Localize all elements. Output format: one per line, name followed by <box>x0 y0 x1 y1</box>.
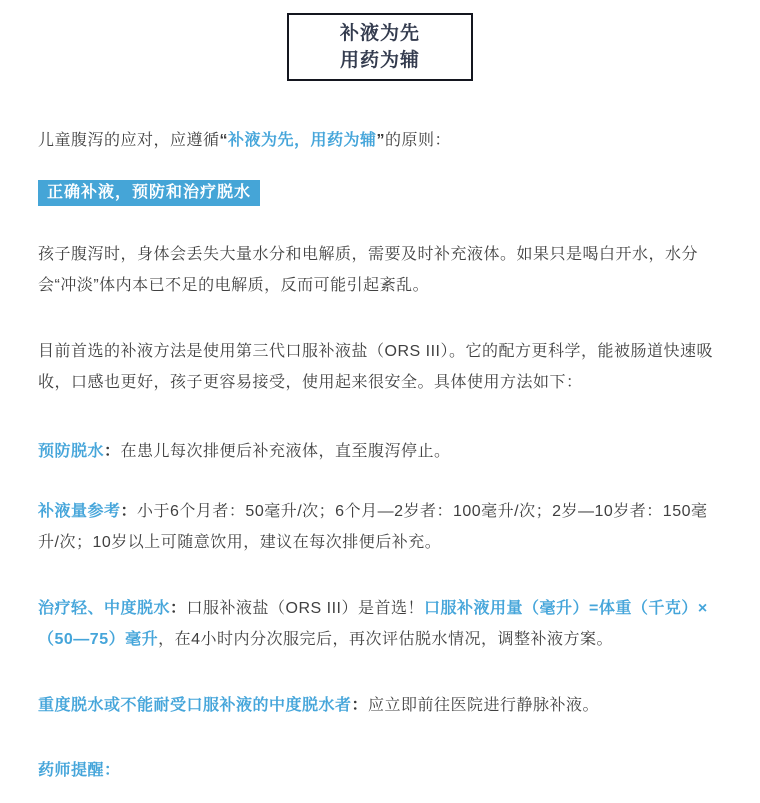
text-segment: 治疗轻、中度脱水 <box>38 600 171 617</box>
section-header-row <box>38 180 722 206</box>
title-line-2: 用药为辅 <box>339 50 420 71</box>
text-segment: 儿童腹泻的应对，应遵循 <box>38 132 220 149</box>
text-segment: 目前首选的补液方法是使用第三代口服补液盐（ORS III）。它的配方更科学，能被肠道快速吸收，口感也更好，孩子更容易接受，使用起来很安全。具体使用方法如下： <box>38 343 713 391</box>
title-banner <box>287 13 473 81</box>
text-segment: ，在4小时内分次服完后，再次评估脱水情况，调整补液方案。 <box>158 631 614 648</box>
paragraph-ors-intro <box>38 336 722 398</box>
text-segment: ” <box>376 132 386 149</box>
text-segment: ： <box>120 503 138 520</box>
text-segment: 口服补液用量（毫升）=体重（千克）×（50—75）毫升 <box>38 600 708 648</box>
text-segment: 的原则： <box>385 132 452 149</box>
text-segment: 药师提醒： <box>38 762 121 779</box>
text-segment: ： <box>104 443 121 460</box>
article-body <box>0 125 760 786</box>
title-box <box>287 13 473 81</box>
item-prevent-dehydration <box>38 436 722 467</box>
text-segment: 在患儿每次排便后补充液体，直至腹泻停止。 <box>120 443 451 460</box>
text-segment: 重度脱水或不能耐受口服补液的中度脱水者 <box>38 697 352 714</box>
text-segment: 口服补液盐（ORS III）是首选！ <box>186 600 424 617</box>
intro-paragraph <box>38 125 722 156</box>
title-line-1: 补液为先 <box>339 23 420 44</box>
text-segment: ： <box>170 600 187 617</box>
text-segment: 应立即前往医院进行静脉补液。 <box>368 697 600 714</box>
text-segment: 补液量参考 <box>38 503 121 520</box>
item-volume-reference <box>38 496 722 558</box>
text-segment: ： <box>351 697 369 714</box>
item-treat-mild-moderate <box>38 593 722 655</box>
text-segment: 小于6个月者：50毫升/次；6个月—2岁者：100毫升/次；2岁—10岁者：150毫升/次；10岁以上可随意饮用，建议在每次排便后补充。 <box>38 503 708 551</box>
item-severe-dehydration <box>38 690 722 721</box>
text-segment: 预防脱水 <box>38 443 105 460</box>
paragraph-hydration-loss <box>38 239 722 301</box>
text-segment: 补液为先，用药为辅 <box>228 132 377 149</box>
text-segment: “ <box>219 132 229 149</box>
text-segment: 孩子腹泻时，身体会丢失大量水分和电解质，需要及时补充液体。如果只是喝白开水，水分会“冲淡”体内本已不足的电解质，反而可能引起紊乱。 <box>38 246 699 294</box>
section-header-badge: 正确补液，预防和治疗脱水 <box>38 180 260 206</box>
pharmacist-reminder-heading <box>38 755 722 786</box>
